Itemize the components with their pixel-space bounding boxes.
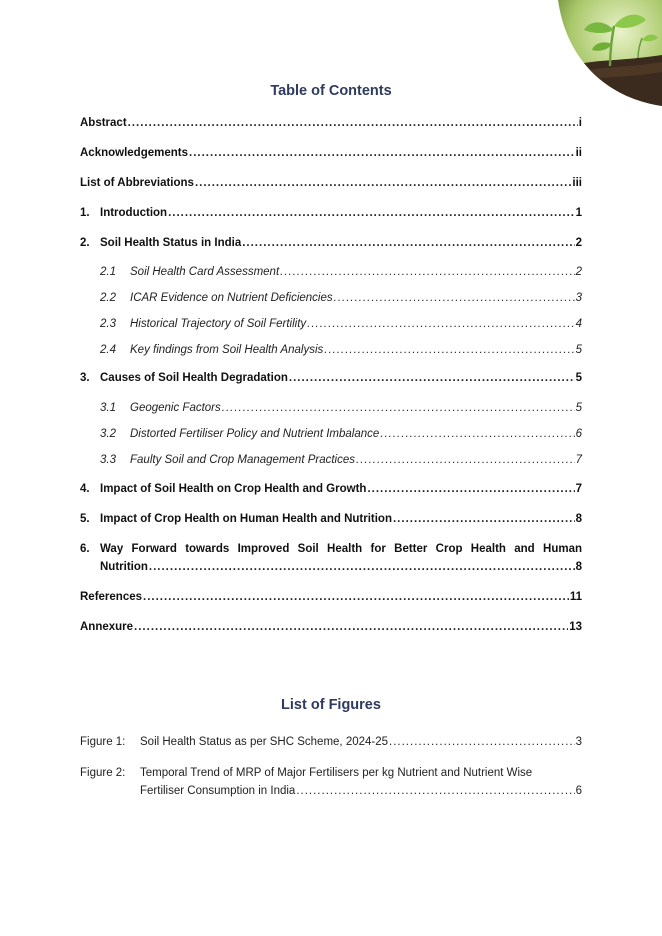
toc-heading: Table of Contents bbox=[270, 83, 392, 99]
toc-entry-impact-crop[interactable]: 4. Impact of Soil Health on Crop Health and Growth ..... 7 bbox=[80, 480, 582, 498]
figure-2-title-line1[interactable]: Temporal Trend of MRP of Major Fertilisers per kg Nutrient and Nutrient Wise bbox=[140, 767, 533, 779]
toc-entry-3-2[interactable]: 3.2 Distorted Fertiliser Policy and Nutrient Imbalance ..... 6 bbox=[100, 425, 582, 443]
toc-entry-impact-human[interactable]: 5. Impact of Crop Health on Human Health and Nutrition ..... 8 bbox=[80, 510, 582, 528]
toc-entry-annexure[interactable]: Annexure ..... 13 bbox=[80, 618, 582, 636]
toc-entry-causes[interactable]: 3. Causes of Soil Health Degradation ..... 5 bbox=[80, 369, 582, 387]
toc-entry-way-forward[interactable]: 6. Way Forward towards Improved Soil Health for Better Crop Health and Human bbox=[80, 543, 582, 555]
toc-entry-2-1[interactable]: 2.1 Soil Health Card Assessment ..... 2 bbox=[100, 263, 582, 281]
toc-entry-references[interactable]: References ..... 11 bbox=[80, 588, 582, 606]
toc-entry-2-3[interactable]: 2.3 Historical Trajectory of Soil Fertility ..... 4 bbox=[100, 315, 582, 333]
figure-2-entry[interactable]: Fertiliser Consumption in India ..... 6 bbox=[140, 782, 582, 800]
toc-entry-abbreviations[interactable]: List of Abbreviations ..... iii bbox=[80, 174, 582, 192]
figure-2-label: Figure 2: bbox=[80, 767, 126, 779]
figures-heading: List of Figures bbox=[281, 697, 381, 713]
toc-entry-2-4[interactable]: 2.4 Key findings from Soil Health Analysis ..... 5 bbox=[100, 341, 582, 359]
toc-entry-acknowledgements[interactable]: Acknowledgements ..... ii bbox=[80, 144, 582, 162]
toc-entry-introduction[interactable]: 1. Introduction ..... 1 bbox=[80, 204, 582, 222]
toc-entry-3-3[interactable]: 3.3 Faulty Soil and Crop Management Practices ..... 7 bbox=[100, 451, 582, 469]
toc-entry-2-2[interactable]: 2.2 ICAR Evidence on Nutrient Deficiencies ..... 3 bbox=[100, 289, 582, 307]
toc-entry-way-forward-cont[interactable]: Nutrition ..... 8 bbox=[100, 558, 582, 576]
toc-entry-abstract[interactable]: Abstract ..... i bbox=[80, 114, 582, 132]
toc-entry-soil-health-status[interactable]: 2. Soil Health Status in India ..... 2 bbox=[80, 234, 582, 252]
toc-entry-3-1[interactable]: 3.1 Geogenic Factors ..... 5 bbox=[100, 399, 582, 417]
figure-1-entry[interactable]: Soil Health Status as per SHC Scheme, 2024-25 ..... 3 bbox=[140, 733, 582, 751]
figure-1-label: Figure 1: bbox=[80, 736, 126, 748]
